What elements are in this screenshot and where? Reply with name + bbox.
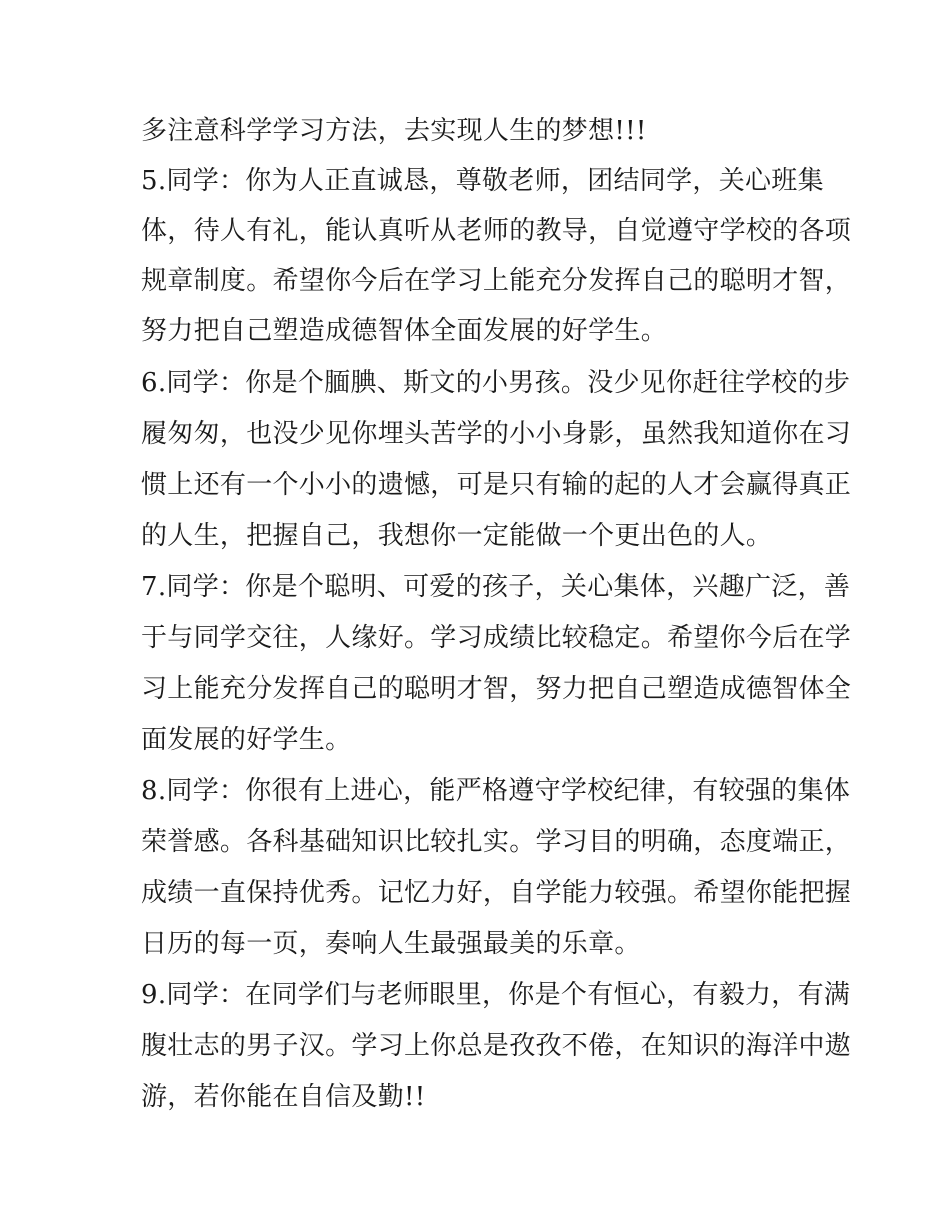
text-line: 的人生，把握自己，我想你一定能做一个更出色的人。 [141, 521, 773, 551]
text-line: 惯上还有一个小小的遗憾，可是只有输的起的人才会赢得真正 [141, 470, 852, 500]
text-line: 履匆匆，也没少见你埋头苦学的小小身影，虽然我知道你在习 [141, 419, 852, 449]
text-line: 游，若你能在自信及勤!! [141, 1082, 426, 1112]
text-line: 荣誉感。各科基础知识比较扎实。学习目的明确，态度端正， [141, 827, 852, 857]
text-line: 9.同学：在同学们与老师眼里，你是个有恒心，有毅力，有满 [141, 980, 851, 1010]
text-line: 6.同学：你是个腼腆、斯文的小男孩。没少见你赶往学校的步 [141, 368, 851, 398]
text-line: 日历的每一页，奏响人生最强最美的乐章。 [141, 929, 641, 959]
text-line: 习上能充分发挥自己的聪明才智，努力把自己塑造成德智体全 [141, 674, 852, 704]
text-line: 于与同学交往，人缘好。学习成绩比较稳定。希望你今后在学 [141, 623, 852, 653]
text-line: 多注意科学学习方法，去实现人生的梦想!!! [141, 116, 647, 146]
text-line: 体，待人有礼，能认真听从老师的教导，自觉遵守学校的各项 [141, 216, 852, 246]
text-line: 努力把自己塑造成德智体全面发展的好学生。 [141, 316, 668, 346]
text-line: 成绩一直保持优秀。记忆力好，自学能力较强。希望你能把握 [141, 878, 852, 908]
text-line: 8.同学：你很有上进心，能严格遵守学校纪律，有较强的集体 [141, 776, 851, 806]
text-line: 5.同学：你为人正直诚恳，尊敬老师，团结同学，关心班集 [141, 166, 824, 196]
text-line: 腹壮志的男子汉。学习上你总是孜孜不倦，在知识的海洋中遨 [141, 1031, 852, 1061]
text-line: 7.同学：你是个聪明、可爱的孩子，关心集体，兴趣广泛，善 [141, 572, 851, 602]
text-line: 规章制度。希望你今后在学习上能充分发挥自己的聪明才智， [141, 266, 852, 296]
text-line: 面发展的好学生。 [141, 725, 352, 755]
